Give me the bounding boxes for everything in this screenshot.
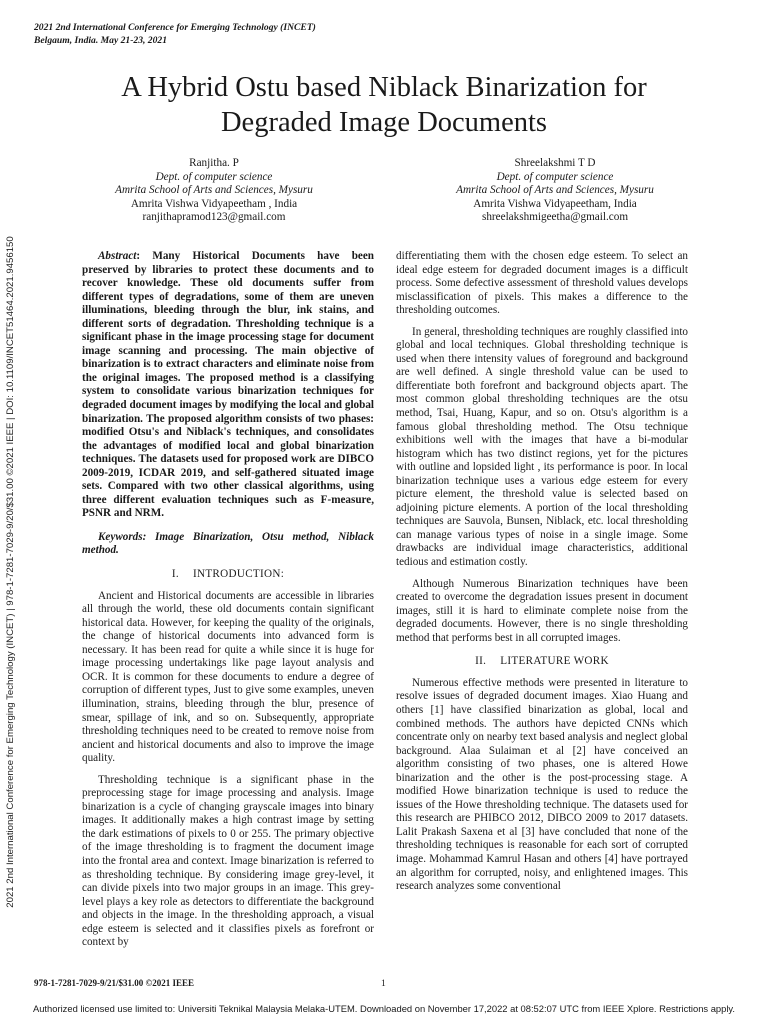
section-title: LITERATURE WORK [500,655,609,668]
abstract-text: : Many Historical Documents have been preserved by libraries to protect these documents and to recover knowledge. These old documents suffer from different types of degradations, some of them are uneven illuminations, bleeding through the blur, ink stains, and different sorts of degradation. Thresholding technique is a significant phase in the image processing stage for document image scanning and processing. The main objective of binarization is to extract characters and eliminate noise from the original images. The proposed method is a classifying system to consolidate various binarization techniques for degraded document images by modifying the local and global binarization. The proposed algorithm consists of two phases: modified Otsu's and Niblack's techniques, and consolidates the advantages of modified local and global binarization techniques. The datasets used for proposed work are DIBCO 2009-2019, ICDAR 2019, and self-gathered situated image sets. Compared with two other classical algorithms, using three different evaluation techniques such as F-measure, PSNR and NRM. [82,250,374,520]
conference-header [34,21,534,47]
keywords: Keywords: Image Binarization, Otsu method, Niblack method. [82,530,374,557]
author-email: shreelakshmigeetha@gmail.com [481,211,629,224]
section-number: II. [475,655,487,668]
conference-name: 2021 2nd International Conference for Emerging Technology (INCET) [34,22,316,33]
section-number: I. [171,568,179,581]
author-block-2 [425,157,685,225]
author-email: ranjithapramod123@gmail.com [142,211,286,224]
paragraph: Thresholding technique is a significant phase in the preprocessing stage for image processing and analysis. Image binarization is a cycle of changing grayscale images into binary images. It additionally makes a high contrast image by setting the dark estimations of pixels to 0 or 255. The primary objective of the image thresholding is to fragment the document image into the frontal area and context. Image binarization is referred to as thresholding technique. By considering image grey-level, it can divide pixels into two major groups in an image. This grey-level plays a key role as detectors to differentiate the background and objects in the image. In the thresholding approach, a visual edge esteem is selected and it classifies pixels as forefront or context by [82,773,374,949]
title-line-2: Degraded Image Documents [220,107,548,138]
author-university: Amrita Vishwa Vidyapeetham, India [473,197,637,210]
section-heading-literature [396,655,688,669]
section-title: INTRODUCTION: [192,568,285,581]
abstract-label: Abstract [98,250,137,262]
paragraph: Although Numerous Binarization techniques have been created to overcome the degradation issues present in document images, still it is hard to eliminate complete noise from the degraded documents. However, there is no single thresholding method that performs best in all corrupted images. [396,577,688,644]
author-school: Amrita School of Arts and Sciences, Mysuru [456,184,654,197]
author-dept: Dept. of computer science [496,170,614,183]
author-block-1 [84,157,344,225]
paragraph: In general, thresholding techniques are roughly classified into global and local techniques. Global thresholding technique is used when there intensity values of foreground and background are well defined. A single threshold value can be used to differentiate both forefront and background objects apart. The most common global thresholding techniques are the otsu method, Tsai, Huang, Kapur, and so on. Otsu's algorithm is a famous global thresholding method. The Otsu technique exhibitions well with the images that have a bi-modular histogram which has two distinct regions, yet for the pictures with outline and lopsided light , its performance is poor. In local binarization technique uses a various edge esteem for every picture element, the threshold value is selected based on adjoining picture elements. A portion of the local thresholding techniques are Sauvola, Bunsen, Niblack, etc. local thresholding can manage various types of noise in a single image. Some drawbacks are individual image characteristics, additional tedious and estimation costly. [396,325,688,569]
paragraph: Numerous effective methods were presented in literature to resolve issues of degraded document images. Xiao Huang and others [1] have classified binarization as global, local and combined methods. The authors have depicted CNNs which concentrate only on nearby text based analysis and neglect global background. Alaa Sulaiman et al [2] have conceived an algorithm consisting of two phases, one is altered Howe binarization and the other is the post-processing stage. A modified Howe binarization technique is used to reduce the issues of the Howe thresholding technique. The datasets used for this research are PHIBCO 2012, DIBCO 2009 to 2017 datasets. Lalit Prakash Saxena et al [3] have concluded that none of the thresholding techniques is reasonable for each sort of corrupted image. Mohammad Kamrul Hasan and others [4] have portrayed an algorithm for corrupted, noisy, and enlightened images. This research analyzes some conventional [396,676,688,893]
author-name: Ranjitha. P [189,157,239,169]
abstract [82,250,374,521]
conference-location: Belgaum, India. May 21-23, 2021 [34,35,167,46]
author-dept: Dept. of computer science [155,170,273,183]
section-heading-introduction [82,568,374,582]
license-notice: Authorized licensed use limited to: Universiti Teknikal Malaysia Melaka-UTEM. Downloaded on November 17,2022 at 08:52:07 UTC from IEEE Xplore. Restrictions apply. [32,1003,736,1014]
author-school: Amrita School of Arts and Sciences, Mysuru [115,184,313,197]
doi-side-note: 2021 2nd International Conference for Emerging Technology (INCET) | 978-1-7281-7029-9/20/$31.00 ©2021 IEEE | DOI: 10.1109/INCET51464.2021.9456150 [5,236,16,908]
right-column [396,250,688,902]
author-name: Shreelakshmi T D [514,157,596,169]
paper-title [60,70,708,140]
left-column [82,250,374,958]
footer-isbn: 978-1-7281-7029-9/21/$31.00 ©2021 IEEE [34,978,194,988]
title-line-1: A Hybrid Ostu based Niblack Binarization for [121,72,647,103]
author-university: Amrita Vishwa Vidyapeetham , India [130,197,298,210]
paragraph: differentiating them with the chosen edge esteem. To select an ideal edge esteem for degraded document images is a difficult process. Some defective assessment of threshold values develops misclassification of pixels. This makes a difference to the thresholding outcomes. [396,250,688,317]
paragraph: Ancient and Historical documents are accessible in libraries all through the world, these old documents contain significant historical data. However, for keeping the quality of the originals, the change of historical documents into advanced form is necessary. It has been read for quite a while since it is huge for image processing undertakings like page layout analysis and OCR. It is common for these documents to endure a degree of corruption of different types, Just to give some examples, uneven illumination, strains, bleeding through the blur, presence of smear, spillage of ink, and so on. Subsequently, appropriate thresholding techniques need to be created to remove noise from ancient and historical documents and also to improve the image quality. [82,589,374,765]
page-number: 1 [381,978,386,989]
